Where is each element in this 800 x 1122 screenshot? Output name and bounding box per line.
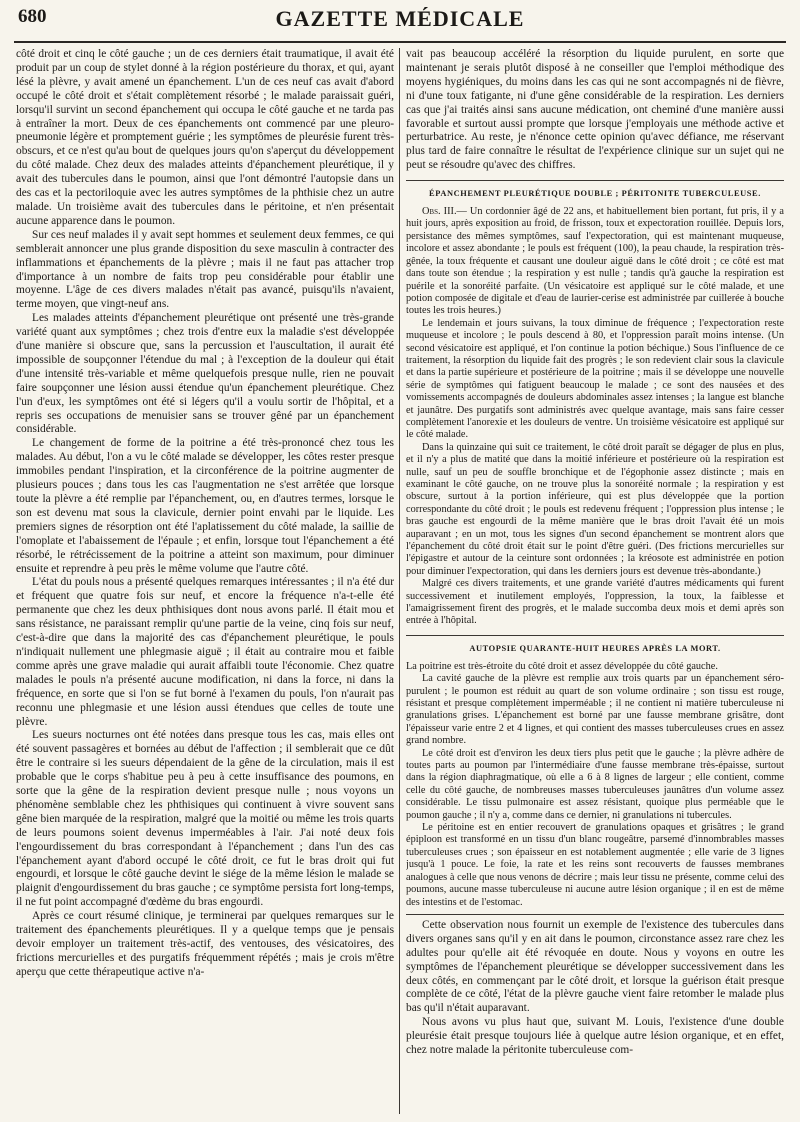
- paragraph: Malgré ces divers traitements, et une grande variété d'autres médicaments qui furent successivement et inutilement employés, l'oppression, la toux, la faiblesse et l'amaigrissement firent des progrès, et le malade succomba deux mois et demi après son entrée à l'hôpital.: [406, 578, 784, 627]
- paragraph: L'état du pouls nous a présenté quelques remarques intéressantes ; il n'a été dur et fréquent que quatre fois sur neuf, et encore la fréquence n'a-t-elle été permanente que chez les deux phthisiques dont nous avons parlé. Il était mou et sans résistance, ne paraissant remplir qu'une partie de la veine, cinq fois sur neuf, c'est-à-dire que dans la majorité des cas d'épanchement pleurétique, le pouls n'indiquait nullement une phlegmasie aiguë ; il était au contraire mou et faible comme après une grave maladie qui aurait affaibli toute l'économie. Chez quatre malades le pouls n'a présenté aucune modification, ni dans la force, ni dans la fréquence, en sorte que si l'on se fut borné à l'examen du pouls, l'on n'aurait pas reconnu une phlegmasie et une lésion aussi étendues que celles de toute une plèvre.: [16, 576, 394, 728]
- paragraph: côté droit et cinq le côté gauche ; un de ces derniers était traumatique, il avait été produit par un coup de stylet donné à la région postérieure du thorax, et qui, ayant lésé la plèvre, y avait amené un épanchement. L'un de ces neuf cas avait d'abord occupé le côté droit et s'était complètement résorbé ; le malade paraissait guéri, lorsqu'il survint un second épanchement qui occupa le côté gauche et ne tarda pas à entraîner la mort. Deux de ces épanchements ont commencé par une pleuro-pneumonie légère et promptement guérie ; les symptômes de pleurésie furent très-obscurs, et ce n'est qu'au bout de quelques jours qu'on s'aperçut du développement du côté malade. Chez deux des malades atteints d'épanchement pleurétique, il y avait des tubercules dans le poumon, ainsi que l'ont démontré l'autopsie dans un des cas et la pectoriloquie avec les autres symptômes de la phthisie chez un autre malade. Un troisième avait des tubercules dans le péritoine, et n'en présentait aucune apparence dans le poumon.: [16, 48, 394, 227]
- paragraph: Après ce court résumé clinique, je terminerai par quelques remarques sur le traitement des épanchements pleurétiques. Il y a quelque temps que je pensais devoir employer un traitement très-actif, des ventouses, des vésicatoires, des frictions mercurielles et des purgatifs fréquemment répétés ; mais je crois m'être aperçu que cette thérapeutique active n'a-: [16, 910, 394, 978]
- header-rule: [14, 41, 786, 43]
- column-divider: [399, 48, 400, 1114]
- paragraph: Dans la quinzaine qui suit ce traitement, le côté droit paraît se dégager de plus en plus, et il n'y a plus de matité que dans la moitié inférieure et postérieure où la respiration est nulle, sauf un peu de souffle bronchique et de l'égophonie assez distincte ; mais en examinant le côté gauche, on ne trouve plus la sonoréité normale ; la respiration y est obscure, surtout à la portion inférieure, qui est plus développée que la portion correspondante du côté droit ; le pouls est redevenu fréquent ; l'oppression plus intense ; le bras gauche est engourdi de la même manière que le bras droit l'avait été un mois auparavant ; en un mot, tous les signes d'un second épanchement se montrent alors que l'épanchement du côté droit était sur le point d'être guéri. (Des frictions mercurielles sur l'épigastre et autour de la ceinture sont ordonnées ; la kréosote est administrée en potion pour diminuer l'expectoration, qui dans les derniers jours est devenue très-abondante.): [406, 441, 784, 577]
- paragraph: — Un cordonnier âgé de 22 ans, et habituellement bien portant, fut pris, il y a huit jours, après exposition au froid, de frisson, toux et expectoration rouillée. Depuis lors, persistance des mêmes symptômes, sauf l'expectoration, qui est maintenant muqueuse, incolore et assez abondante ; le pouls est fréquent (100), la peau chaude, la respiration très-gênée, la toux fréquente et causant une douleur aiguë dans le côté droit ; ce côté est mat dans toute son étendue ; la respiration y est nulle ; tandis qu'à gauche la respiration est puérile et la sonoréité parfaite. (Un vésicatoire est appliqué sur le côté malade, et une potion composée de digitale et d'eau de laurier-cerise est administrée par cuillerée à bouche toutes les trois heures.): [406, 206, 784, 317]
- paragraph: vait pas beaucoup accéléré la résorption du liquide purulent, en sorte que maintenant je serais plutôt disposé à ne conseiller que l'emploi méthodique des moyens hygiéniques, du moins dans les cas qui ne sont accompagnés ni de fièvre, ni d'une toux fatigante, ni d'une gêne considérable de la respiration. Les derniers cas que j'ai traités ainsi sans aucune médication, ont cheminé d'une manière aussi favorable et surtout aussi prompte que lorsque j'employais une méthode active et perturbatrice. Au reste, je n'énonce cette opinion qu'avec défiance, me réservant plus tard de faire connaître le résultat de l'expérience clinique sur un sujet qui ne peut se résoudre qu'avec des chiffres.: [406, 48, 784, 172]
- paragraph: Le péritoine est en entier recouvert de granulations opaques et grisâtres ; le grand épiploon est transformé en un tissu d'un blanc rougeâtre, parsemé d'innombrables masses tuberculeuses crues ; son épaisseur en est notablement augmentée ; elle varie de 3 lignes jusqu'à 1 pouce. Le foie, la rate et les reins sont recouverts de fausses membranes analogues à celle que nous venons de décrire ; mais leur tissu ne présente, comme celui des poumons, aucune masse tuberculeuse ni aucune autre lésion organique ; il en est de même des intestins et de l'estomac.: [406, 822, 784, 908]
- paragraph: Le côté droit est d'environ les deux tiers plus petit que le gauche ; la plèvre adhère de toutes parts au poumon par l'intermédiaire d'une fausse membrane très-épaisse, surtout dans la région diaphragmatique, où elle a 6 à 8 lignes de largeur ; elle contient, comme celle du côté gauche, de nombreuses masses tuberculeuses jaunâtres d'un volume assez considérable. Le tissu pulmonaire est assez résistant, quoique plus perméable que le poumon gauche ; il n'y a, comme dans ce dernier, ni granulations ni tubercules.: [406, 747, 784, 821]
- journal-title: GAZETTE MÉDICALE: [275, 6, 525, 31]
- observation-label: Obs. III.: [422, 206, 457, 218]
- paragraph: Le changement de forme de la poitrine a été très-prononcé chez tous les malades. Au début, l'on a vu le côté malade se développer, les côtes rester presque immobiles pendant l'inspiration, et la circonférence de la poitrine augmenter de plusieurs pouces ; dans tous les cas l'augmentation ne s'est arrêtée que lorsque toute la plèvre a été remplie par l'épanchement, ou, en d'autres termes, lorsque le son est devenu mat sous la clavicule, dernier point envahi par le liquide. Les premiers signes de résorption ont été l'aplatissement du côté malade, la saillie de l'omoplate et l'abaissement de l'épaule ; et enfin, lorsque tout l'épanchement a été résorbé, le rétrécissement de la poitrine a atteint son maximum, pour diminuer ensuite et reprendre à peu près le même volume que l'autre côté.: [16, 437, 394, 575]
- right-column: [406, 48, 784, 1118]
- paragraph: Le lendemain et jours suivans, la toux diminue de fréquence ; l'expectoration reste muqueuse et incolore ; le pouls descend à 80, et l'oppression paraît moins intense. (Un second vésicatoire est appliqué, et l'on continue la potion béchique.) Sous l'influence de ce traitement, la résorption du liquide fait des progrès ; le son redevient clair sous la clavicule et dans la partie supérieure et postérieure de la poitrine ; mais il se développe une nouvelle série de symptômes qui fatiguent beaucoup le malade ; ce sont des nausées et des vomissements accompagnés de douleurs abdominales assez intenses ; la langue est blanche et jaunâtre. Des purgatifs sont administrés avec quelque avantage, mais sans faire cesser complètement l'anorexie et les douleurs de ventre. Un troisième vésicatoire est appliqué sur le côté malade.: [406, 317, 784, 441]
- section-title-autopsy: AUTOPSIE QUARANTE-HUIT HEURES APRÈS LA MORT.: [406, 635, 784, 656]
- paragraph: Sur ces neuf malades il y avait sept hommes et seulement deux femmes, ce qui semblerait annoncer une plus grande disposition du sexe masculin à contracter des inflammations et épanchements de la plèvre ; mais il ne faut pas attacher trop d'importance à un nombre de faits trop peu considérable pour établir une moyenne. L'âge de ces divers malades n'était pas avancé, puisqu'ils n'avaient, terme moyen, que vingt-neuf ans.: [16, 228, 394, 311]
- page-number: 680: [18, 6, 47, 27]
- observation-block: [406, 206, 784, 628]
- paragraph: Les sueurs nocturnes ont été notées dans presque tous les cas, mais elles ont été souvent passagères et bornées au début de l'affection ; il semblerait que ce dût être le contraire si les sueurs dépendaient de la gêne de la circulation, mais il est probable que le corps s'habitue peu à peu à cette insuffisance des poumons, en sorte que la gêne de la respiration devient presque nulle ; nous voyons un phénomène semblable chez les phthisiques qui continuent à vivre souvent sans gêne bien marquée de la respiration, malgré que la moitié ou même les trois quarts de leurs poumons soient devenus imperméables à l'air. J'ai noté deux fois l'engourdissement du bras correspondant à l'épanchement ; dans l'un des cas l'épanchement ayant d'abord occupé le côté droit, ce fut le bras droit qui fut engourdi, et lorsque le côté gauche devint le siége de la même lésion le malade se plaignit d'engourdissement du bras gauche ; ce symptôme persista fort long-temps, il ne fut point accompagné d'œdème du bras engourdi.: [16, 729, 394, 909]
- section-title-observation: ÉPANCHEMENT PLEURÉTIQUE DOUBLE ; PÉRITONITE TUBERCULEUSE.: [406, 180, 784, 201]
- page-header: [14, 4, 786, 38]
- closing-block: [406, 919, 784, 1058]
- left-column: [16, 48, 394, 1118]
- autopsy-block: [406, 661, 784, 909]
- paragraph: Nous avons vu plus haut que, suivant M. Louis, l'existence d'une double pleurésie était presque toujours liée à quelque autre lésion organique, et en effet, chez notre malade la péritonite tuberculeuse com-: [406, 1016, 784, 1057]
- paragraph: La poitrine est très-étroite du côté droit et assez développée du côté gauche.: [406, 660, 718, 672]
- paragraph: Cette observation nous fournit un exemple de l'existence des tubercules dans divers organes sans qu'il y en ait dans le poumon, circonstance assez rare chez les adultes pour qu'elle ait été révoquée en doute. Nous y voyons en outre les symptômes de l'épanchement pleurétique se développer successivement dans les deux côtés, en commençant par le côté droit, et lorsque la guérison était presque complète de ce côté, l'état de la plèvre gauche vient faire retomber le malade plus bas qu'il n'était auparavant.: [406, 918, 784, 1015]
- section-rule: [406, 914, 784, 915]
- paragraph: La cavité gauche de la plèvre est remplie aux trois quarts par un épanchement séro-purulent ; le poumon est réduit au quart de son volume ordinaire ; son tissu est rouge, résistant et presque complètement imperméable ; il ne contient ni matière tuberculeuse ni granulations grises. L'épanchement est borné par une fausse membrane grisâtre, dont l'épaisseur varie entre 2 et 4 lignes, et qui contient des masses tuberculeuses crues en assez grand nombre.: [406, 673, 784, 747]
- paragraph: Les malades atteints d'épanchement pleurétique ont présenté une très-grande variété quant aux symptômes ; chez trois d'entre eux la maladie s'est développée d'une manière si obscure que, sans la percussion et l'auscultation, il aurait été impossible de soupçonner l'étendue du mal ; à l'exception de la douleur qui était d'une intensité très-variable et même quelquefois presque nulle, rien ne pouvait faire soupçonner une lésion aussi étendue qu'un épanchement pleurétique. Chez l'un d'eux, les symptômes ont été si légers qu'il a voulu sortir de l'hôpital, et a repris ses occupations de menuisier sans se trouver gêné par un épanchement considérable.: [16, 312, 394, 436]
